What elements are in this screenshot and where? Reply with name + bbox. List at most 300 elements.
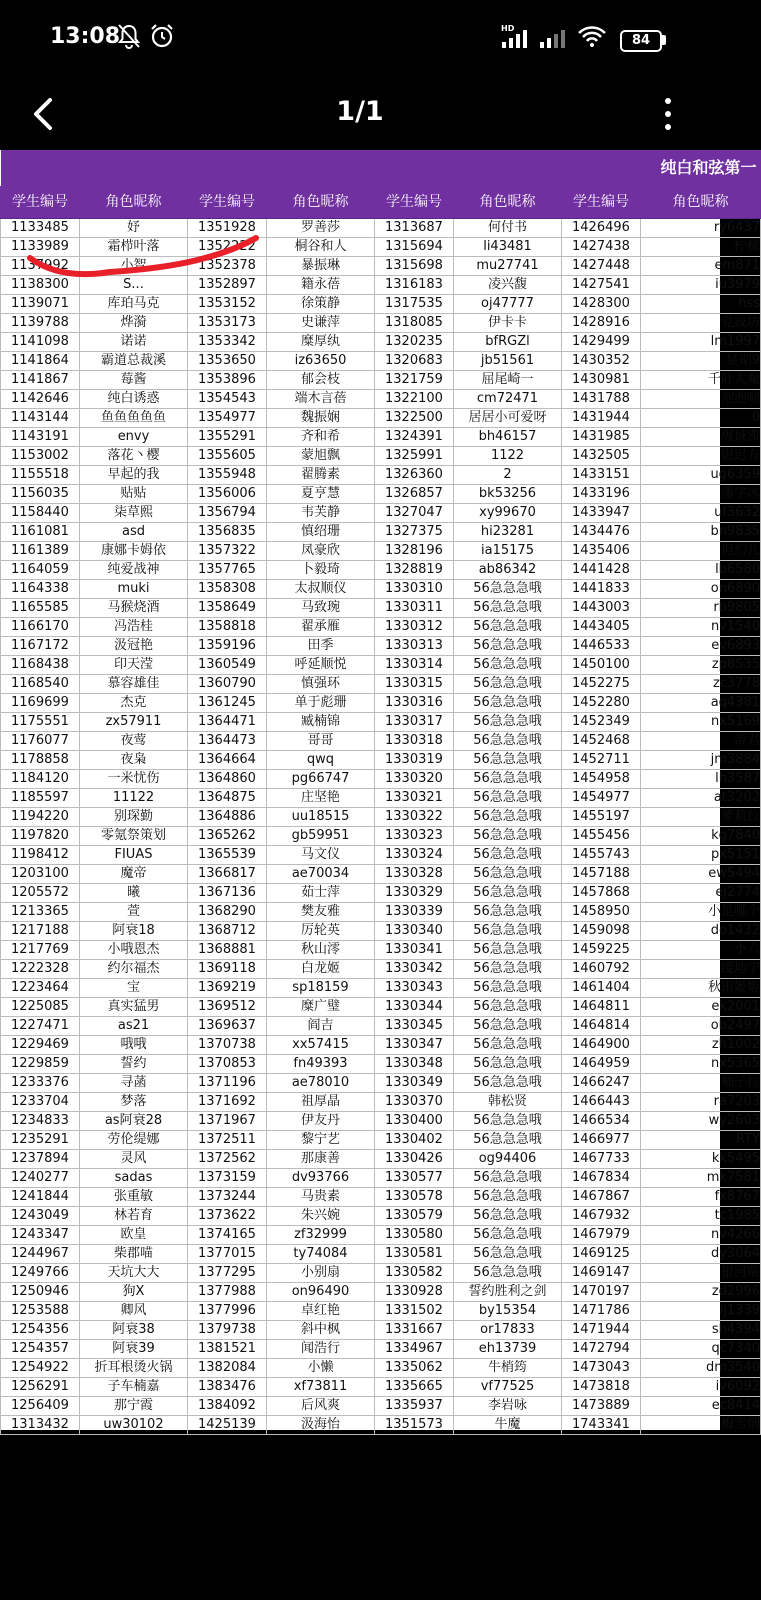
nickname-cell: lh3587 [641, 770, 761, 789]
nickname-cell: 天坑大大 [80, 1264, 188, 1283]
nickname-cell: 贴贴 [80, 485, 188, 504]
nickname-cell: 阿衰18 [80, 922, 188, 941]
table-row [1, 732, 761, 751]
nickname-cell: ia15175 [454, 542, 562, 561]
document-viewer[interactable] [0, 150, 761, 1432]
nickname-cell: eh13739 [454, 1340, 562, 1359]
nickname-cell: nv1540 [641, 618, 761, 637]
nickname-cell: 小是哪个 [641, 903, 761, 922]
nickname-cell: jb51561 [454, 352, 562, 371]
nickname-cell: 烨漪 [80, 314, 188, 333]
student-id-cell: 1364875 [188, 789, 267, 808]
nickname-cell: 56急急急哦 [454, 808, 562, 827]
student-id-cell: 1313432 [1, 1416, 80, 1435]
student-id-cell: 1141867 [1, 371, 80, 390]
student-id-cell: 1158440 [1, 504, 80, 523]
student-id-cell: 1322500 [375, 409, 454, 428]
nickname-cell: aq4381 [641, 694, 761, 713]
battery-tip [662, 35, 666, 45]
table-row [1, 1340, 761, 1359]
student-id-cell: 1330579 [375, 1207, 454, 1226]
student-id-cell: 1467979 [562, 1226, 641, 1245]
nickname-cell: 56急急急哦 [454, 637, 562, 656]
nickname-cell: 56急急急哦 [454, 1112, 562, 1131]
nickname-cell: 林若育 [80, 1207, 188, 1226]
nickname-cell: 马贵素 [267, 1188, 375, 1207]
nickname-cell: 屈尾崎一 [454, 371, 562, 390]
nickname-cell: 霸道总裁溪 [80, 352, 188, 371]
nickname-cell: 秋田姬姬 [641, 979, 761, 998]
table-row [1, 808, 761, 827]
student-id-cell: 1330316 [375, 694, 454, 713]
header-nickname: 角色昵称 [454, 187, 562, 219]
student-id-cell: 1466977 [562, 1131, 641, 1150]
student-id-cell: 1315694 [375, 238, 454, 257]
student-id-cell: 1320235 [375, 333, 454, 352]
student-id-cell: 1461404 [562, 979, 641, 998]
table-row [1, 1378, 761, 1397]
battery-indicator: 84 [620, 30, 662, 52]
nickname-cell: 田季 [267, 637, 375, 656]
nickname-cell: 卿风 [80, 1302, 188, 1321]
table-row [1, 922, 761, 941]
nickname-cell: iu3979 [641, 276, 761, 295]
student-id-cell: 1217188 [1, 922, 80, 941]
student-id-cell: 1454977 [562, 789, 641, 808]
hd-signal-icon [500, 22, 534, 50]
student-id-cell: 1137992 [1, 257, 80, 276]
table-row [1, 618, 761, 637]
table-row [1, 713, 761, 732]
student-id-cell: 1356006 [188, 485, 267, 504]
nickname-cell: 庄坚艳 [267, 789, 375, 808]
nickname-cell: 真实猛男 [80, 998, 188, 1017]
nickname-cell: gb59951 [267, 827, 375, 846]
student-id-cell: 1225085 [1, 998, 80, 1017]
student-id-cell: 1428916 [562, 314, 641, 333]
nickname-cell: jm3884 [641, 751, 761, 770]
student-id-cell: 1327375 [375, 523, 454, 542]
student-id-cell: 1249766 [1, 1264, 80, 1283]
nickname-cell: 欧皇 [80, 1226, 188, 1245]
nickname-cell: 56急急急哦 [454, 960, 562, 979]
table-row [1, 390, 761, 409]
student-id-cell: 1330311 [375, 599, 454, 618]
table-row [1, 789, 761, 808]
nickname-cell: 糜广璧 [267, 998, 375, 1017]
student-id-cell: 1443405 [562, 618, 641, 637]
student-id-cell: 1313687 [375, 219, 454, 238]
table-row [1, 1131, 761, 1150]
table-row [1, 1074, 761, 1093]
student-id-cell: 1330319 [375, 751, 454, 770]
nickname-cell: 马文仪 [267, 846, 375, 865]
nickname-cell: 闻浩行 [267, 1340, 375, 1359]
nickname-cell: 千叶大魔 [641, 371, 761, 390]
student-id-cell: 1169699 [1, 694, 80, 713]
nickname-cell: 56急急急哦 [454, 675, 562, 694]
student-id-cell: 1368290 [188, 903, 267, 922]
student-id-cell: 1433196 [562, 485, 641, 504]
student-id-cell: 1356835 [188, 523, 267, 542]
student-id-cell: 1143144 [1, 409, 80, 428]
student-id-cell: 1443003 [562, 599, 641, 618]
student-table [0, 150, 761, 1435]
nickname-cell: 魏振娴 [267, 409, 375, 428]
nickname-cell: xx57415 [267, 1036, 375, 1055]
student-id-cell: 1330928 [375, 1283, 454, 1302]
nickname-cell: 柴郡喵 [80, 1245, 188, 1264]
student-id-cell: 1233376 [1, 1074, 80, 1093]
student-id-cell: 1256409 [1, 1397, 80, 1416]
nickname-cell: fx8767 [641, 1188, 761, 1207]
table-row [1, 352, 761, 371]
student-id-cell: 1168438 [1, 656, 80, 675]
student-id-cell: 1330315 [375, 675, 454, 694]
nickname-cell: 寻菡 [80, 1074, 188, 1093]
student-id-cell: 1330400 [375, 1112, 454, 1131]
table-row [1, 998, 761, 1017]
nickname-cell: 凌兴馥 [454, 276, 562, 295]
student-id-cell: 1427438 [562, 238, 641, 257]
nickname-cell: 库珀马克 [80, 295, 188, 314]
nickname-cell: 56急急急哦 [454, 751, 562, 770]
student-id-cell: 1141098 [1, 333, 80, 352]
nickname-cell: ek2001 [641, 998, 761, 1017]
student-id-cell: 1377996 [188, 1302, 267, 1321]
table-row [1, 941, 761, 960]
header-nickname: 角色昵称 [641, 187, 761, 219]
student-id-cell: 1353342 [188, 333, 267, 352]
nickname-cell: wy2603 [641, 1112, 761, 1131]
nickname-cell: 史谦萍 [267, 314, 375, 333]
student-id-cell: 1471944 [562, 1321, 641, 1340]
student-id-cell: 1427448 [562, 257, 641, 276]
nickname-cell: ew5494 [641, 865, 761, 884]
student-id-cell: 1370738 [188, 1036, 267, 1055]
student-id-cell: 1153002 [1, 447, 80, 466]
student-id-cell: 1205572 [1, 884, 80, 903]
table-row [1, 466, 761, 485]
nickname-cell: ty74084 [267, 1245, 375, 1264]
nickname-cell: 灵风 [80, 1150, 188, 1169]
student-id-cell: 1435406 [562, 542, 641, 561]
student-id-cell: 1429499 [562, 333, 641, 352]
student-id-cell: 1164059 [1, 561, 80, 580]
title-row [1, 150, 761, 187]
nickname-cell: tc1985 [641, 1207, 761, 1226]
app-bar [0, 80, 720, 150]
student-id-cell: 1327047 [375, 504, 454, 523]
nickname-cell: 约尔福杰 [80, 960, 188, 979]
student-id-cell: 1176077 [1, 732, 80, 751]
document-title: 纯白和弦第一 [1, 150, 761, 187]
student-id-cell: 1743341 [562, 1416, 641, 1435]
student-id-cell: 1326360 [375, 466, 454, 485]
nickname-cell: 56急急急哦 [454, 1188, 562, 1207]
nickname-cell: S... [80, 276, 188, 295]
nickname-cell: 杰克 [80, 694, 188, 713]
nickname-cell: as21 [80, 1017, 188, 1036]
nickname-cell: 小哦恩杰 [80, 941, 188, 960]
table-row [1, 238, 761, 257]
student-id-cell: 1330370 [375, 1093, 454, 1112]
nickname-cell: 呼延顺悦 [267, 656, 375, 675]
student-id-cell: 1324391 [375, 428, 454, 447]
student-id-cell: 1229859 [1, 1055, 80, 1074]
nickname-cell: 纯爱战神 [80, 561, 188, 580]
nickname-cell: ec8414 [641, 1397, 761, 1416]
nickname-cell: 但幻儿 [641, 542, 761, 561]
nickname-cell: 柠檬 [641, 238, 761, 257]
student-id-cell: 1133989 [1, 238, 80, 257]
student-id-cell: 1425139 [188, 1416, 267, 1435]
nickname-cell: 56急急急哦 [454, 846, 562, 865]
student-id-cell: 1364664 [188, 751, 267, 770]
student-id-cell: 1330320 [375, 770, 454, 789]
student-id-cell: 1361245 [188, 694, 267, 713]
student-id-cell: 1166170 [1, 618, 80, 637]
nickname-cell: 帝君 [641, 732, 761, 751]
student-id-cell: 1330329 [375, 884, 454, 903]
nickname-cell: bh46157 [454, 428, 562, 447]
table-row [1, 523, 761, 542]
header-nickname: 角色昵称 [267, 187, 375, 219]
student-id-cell: 1467932 [562, 1207, 641, 1226]
nickname-cell: 56急急急哦 [454, 827, 562, 846]
student-id-cell: 1330340 [375, 922, 454, 941]
table-row [1, 314, 761, 333]
nickname-cell: 郁会枝 [267, 371, 375, 390]
nickname-cell: 马致琬 [267, 599, 375, 618]
nickname-cell: 夜莺 [80, 732, 188, 751]
status-bar [0, 0, 720, 80]
student-id-cell: 1139788 [1, 314, 80, 333]
nickname-cell: 那康善 [267, 1150, 375, 1169]
student-id-cell: 1330324 [375, 846, 454, 865]
nickname-cell: mk7581 [641, 1169, 761, 1188]
student-id-cell: 1452275 [562, 675, 641, 694]
nickname-cell: 零氪祭策划 [80, 827, 188, 846]
student-id-cell: 1364473 [188, 732, 267, 751]
student-id-cell: 1467834 [562, 1169, 641, 1188]
student-id-cell: 1175551 [1, 713, 80, 732]
nickname-cell: 周诚滞 [641, 428, 761, 447]
nickname-cell: RTY [641, 1131, 761, 1150]
nickname-cell: 哥哥 [267, 732, 375, 751]
nickname-cell: 冯浩桂 [80, 618, 188, 637]
student-id-cell: 1330348 [375, 1055, 454, 1074]
nickname-cell: 凤豪欣 [267, 542, 375, 561]
student-id-cell: 1426496 [562, 219, 641, 238]
nickname-cell: 56急急急哦 [454, 599, 562, 618]
table-row [1, 846, 761, 865]
nickname-cell: hi23281 [454, 523, 562, 542]
student-id-cell: 1427541 [562, 276, 641, 295]
nickname-cell: 居居小可爱呀 [454, 409, 562, 428]
student-id-cell: 1473818 [562, 1378, 641, 1397]
nickname-cell: kg7840 [641, 827, 761, 846]
student-id-cell: 1250946 [1, 1283, 80, 1302]
nickname-cell: 56急急急哦 [454, 1264, 562, 1283]
nickname-cell: dm3540 [641, 1359, 761, 1378]
nickname-cell: 莓酱 [80, 371, 188, 390]
table-row [1, 257, 761, 276]
student-id-cell: 1366817 [188, 865, 267, 884]
nickname-cell: 翟承雁 [267, 618, 375, 637]
student-id-cell: 1450100 [562, 656, 641, 675]
student-id-cell: 1353896 [188, 371, 267, 390]
nickname-cell: 茹士萍 [267, 884, 375, 903]
table-row [1, 295, 761, 314]
student-id-cell: 1331502 [375, 1302, 454, 1321]
nickname-cell: ij1339 [641, 1302, 761, 1321]
header-row [1, 187, 761, 219]
student-id-cell: 1473889 [562, 1397, 641, 1416]
student-id-cell: 1371196 [188, 1074, 267, 1093]
nickname-cell: 伊友丹 [267, 1112, 375, 1131]
nickname-cell: zx57911 [80, 713, 188, 732]
nickname-cell: 56急急急哦 [454, 941, 562, 960]
student-id-cell: 1335062 [375, 1359, 454, 1378]
alarm-clock-icon [148, 22, 176, 50]
nickname-cell: 李岩咏 [454, 1397, 562, 1416]
student-id-cell: 1330313 [375, 637, 454, 656]
student-id-cell: 1459098 [562, 922, 641, 941]
table-row [1, 1397, 761, 1416]
student-id-cell: 1360549 [188, 656, 267, 675]
nickname-cell: ra7203 [641, 1093, 761, 1112]
student-id-cell: 1467867 [562, 1188, 641, 1207]
table-row [1, 542, 761, 561]
nickname-cell: 韩松贤 [454, 1093, 562, 1112]
student-id-cell: 1459225 [562, 941, 641, 960]
nickname-cell: ej2774 [641, 884, 761, 903]
wifi-icon [576, 22, 608, 50]
table-row [1, 1055, 761, 1074]
student-id-cell: 1330343 [375, 979, 454, 998]
table-row [1, 903, 761, 922]
table-row [1, 884, 761, 903]
header-student-id: 学生编号 [375, 187, 454, 219]
student-id-cell: 1358649 [188, 599, 267, 618]
nickname-cell: 慎强环 [267, 675, 375, 694]
student-id-cell: 1472794 [562, 1340, 641, 1359]
student-id-cell: 1382084 [188, 1359, 267, 1378]
student-id-cell: 1369512 [188, 998, 267, 1017]
student-id-cell: 1254922 [1, 1359, 80, 1378]
nickname-cell: by15354 [454, 1302, 562, 1321]
student-id-cell: 1431985 [562, 428, 641, 447]
nickname-cell: 1122 [454, 447, 562, 466]
table-row [1, 1093, 761, 1112]
nickname-cell: on6890 [641, 580, 761, 599]
student-id-cell: 1330328 [375, 865, 454, 884]
nickname-cell: 张重敏 [80, 1188, 188, 1207]
nickname-cell: 罗善莎 [267, 219, 375, 238]
student-id-cell: 1233704 [1, 1093, 80, 1112]
more-options-icon[interactable] [656, 94, 680, 134]
nickname-cell: 56急急急哦 [454, 1207, 562, 1226]
nickname-cell: oj47777 [454, 295, 562, 314]
nickname-cell: lm1997 [641, 333, 761, 352]
student-id-cell: 1455456 [562, 827, 641, 846]
nickname-cell: ob2497 [641, 1017, 761, 1036]
nickname-cell: kk5495 [641, 1150, 761, 1169]
nickname-cell: sadas [80, 1169, 188, 1188]
nickname-cell: 斜中枫 [267, 1321, 375, 1340]
nickname-cell: nv4266 [641, 1226, 761, 1245]
student-id-cell: 1374165 [188, 1226, 267, 1245]
nickname-cell: 一米忧伤 [80, 770, 188, 789]
student-id-cell: 1364886 [188, 808, 267, 827]
student-id-cell: 1368881 [188, 941, 267, 960]
clock: 13:08 [50, 24, 121, 49]
nickname-cell: 曦 [80, 884, 188, 903]
table-row [1, 409, 761, 428]
nickname-cell: 翟腾素 [267, 466, 375, 485]
nickname-cell: 子车楠嘉 [80, 1378, 188, 1397]
nickname-cell: 牛魔 [454, 1416, 562, 1435]
student-id-cell: 1330322 [375, 808, 454, 827]
table-row [1, 770, 761, 789]
student-id-cell: 1243049 [1, 1207, 80, 1226]
student-id-cell: 1330347 [375, 1036, 454, 1055]
nickname-cell: 泡泡唬 [641, 390, 761, 409]
nickname-cell: 誓约 [80, 1055, 188, 1074]
nickname-cell: 56急急急哦 [454, 865, 562, 884]
student-id-cell: 1353152 [188, 295, 267, 314]
student-id-cell: 1357765 [188, 561, 267, 580]
table-row [1, 1150, 761, 1169]
nickname-cell: 56急急急哦 [454, 1036, 562, 1055]
table-row [1, 1036, 761, 1055]
table-row [1, 656, 761, 675]
nickname-cell: cm72471 [454, 390, 562, 409]
nickname-cell: uu18515 [267, 808, 375, 827]
nickname-cell: 康娜卡姆依 [80, 542, 188, 561]
student-id-cell: 1357322 [188, 542, 267, 561]
nickname-cell: 朱兴婉 [267, 1207, 375, 1226]
nickname-cell: dy3064 [641, 1245, 761, 1264]
student-id-cell: 1320683 [375, 352, 454, 371]
student-id-cell: 1330323 [375, 827, 454, 846]
nickname-cell: zd2996 [641, 1283, 761, 1302]
student-id-cell: 1454958 [562, 770, 641, 789]
nickname-cell: 萱 [80, 903, 188, 922]
nickname-cell: 56急急急哦 [454, 694, 562, 713]
student-id-cell: 1330317 [375, 713, 454, 732]
student-id-cell: 1141864 [1, 352, 80, 371]
student-id-cell: 1331667 [375, 1321, 454, 1340]
student-id-cell: 1365262 [188, 827, 267, 846]
student-id-cell: 1373244 [188, 1188, 267, 1207]
header-student-id: 学生编号 [188, 187, 267, 219]
student-id-cell: 1369637 [188, 1017, 267, 1036]
student-id-cell: 1428300 [562, 295, 641, 314]
student-id-cell: 1367136 [188, 884, 267, 903]
nickname-cell: 暴振琳 [267, 257, 375, 276]
student-id-cell: 1431944 [562, 409, 641, 428]
nickname-cell: 那宁霞 [80, 1397, 188, 1416]
nickname-cell: 汲海怡 [267, 1416, 375, 1435]
nickname-cell: nx5169 [641, 713, 761, 732]
nickname-cell: 伊卡卡 [454, 314, 562, 333]
table-row [1, 371, 761, 390]
nickname-cell: FIUAS [80, 846, 188, 865]
nickname-cell: 星期9 [641, 352, 761, 371]
student-id-cell: 1335937 [375, 1397, 454, 1416]
